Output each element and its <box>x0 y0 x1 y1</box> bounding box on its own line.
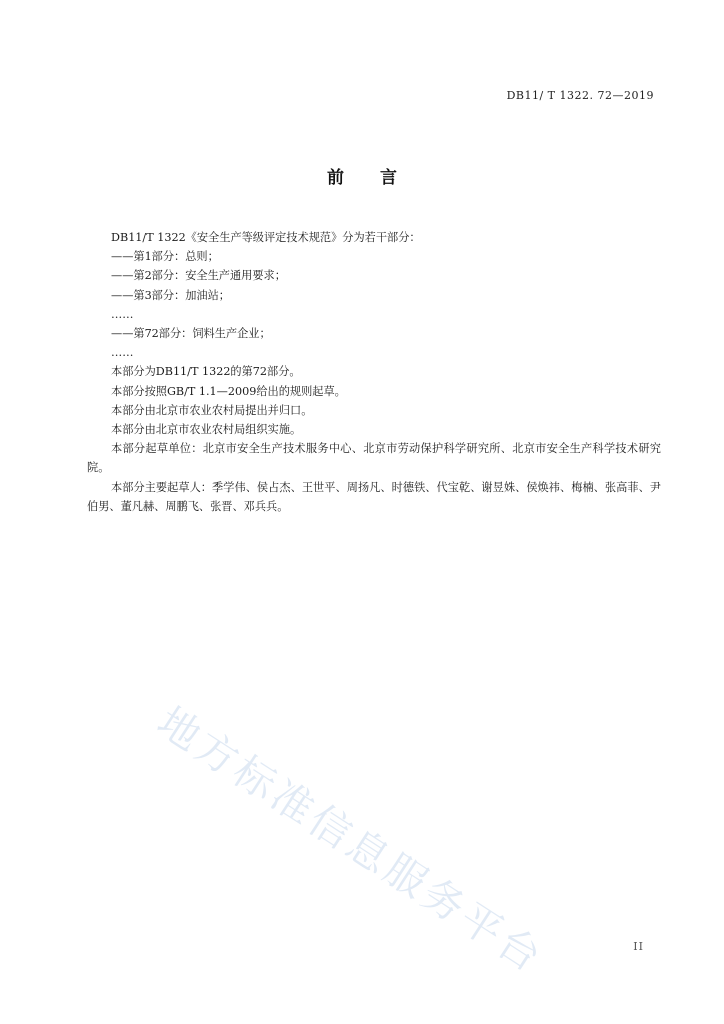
foreword-body <box>87 228 661 516</box>
paragraph-drafting-rules: 本部分按照GB/T 1.1—2009给出的规则起草。 <box>111 384 346 398</box>
part-item-72: ——第72部分：饲料生产企业； <box>111 327 271 341</box>
page-number: II <box>633 940 644 953</box>
paragraph-implementer: 本部分由北京市农业农村局组织实施。 <box>111 423 302 437</box>
intro-line: DB11/T 1322《安全生产等级评定技术规范》分为若干部分： <box>111 231 421 244</box>
watermark: 地方标准信息服务平台 <box>148 697 553 983</box>
paragraph-part-number: 本部分为DB11/T 1322的第72部分。 <box>111 365 301 379</box>
paragraph-proposer: 本部分由北京市农业农村局提出并归口。 <box>111 403 313 417</box>
part-item-3: ——第3部分：加油站； <box>111 288 230 302</box>
paragraph-drafters: 本部分主要起草人：季学伟、侯占杰、王世平、周扬凡、时德铁、代宝乾、谢昱姝、侯焕祎、梅楠、张高菲、尹伯男、董凡赫、周鹏飞、张晋、邓兵兵。 <box>87 480 661 513</box>
document-code: DB11/ T 1322. 72—2019 <box>506 89 654 102</box>
part-ellipsis-2: …… <box>111 346 134 360</box>
part-ellipsis-1: …… <box>111 307 134 321</box>
part-item-1: ——第1部分：总则； <box>111 250 219 264</box>
paragraph-drafting-units: 本部分起草单位：北京市安全生产技术服务中心、北京市劳动保护科学研究所、北京市安全生产科学技术研究院。 <box>87 442 661 475</box>
part-item-2: ——第2部分：安全生产通用要求； <box>111 269 286 283</box>
page-title: 前言 <box>327 168 433 188</box>
